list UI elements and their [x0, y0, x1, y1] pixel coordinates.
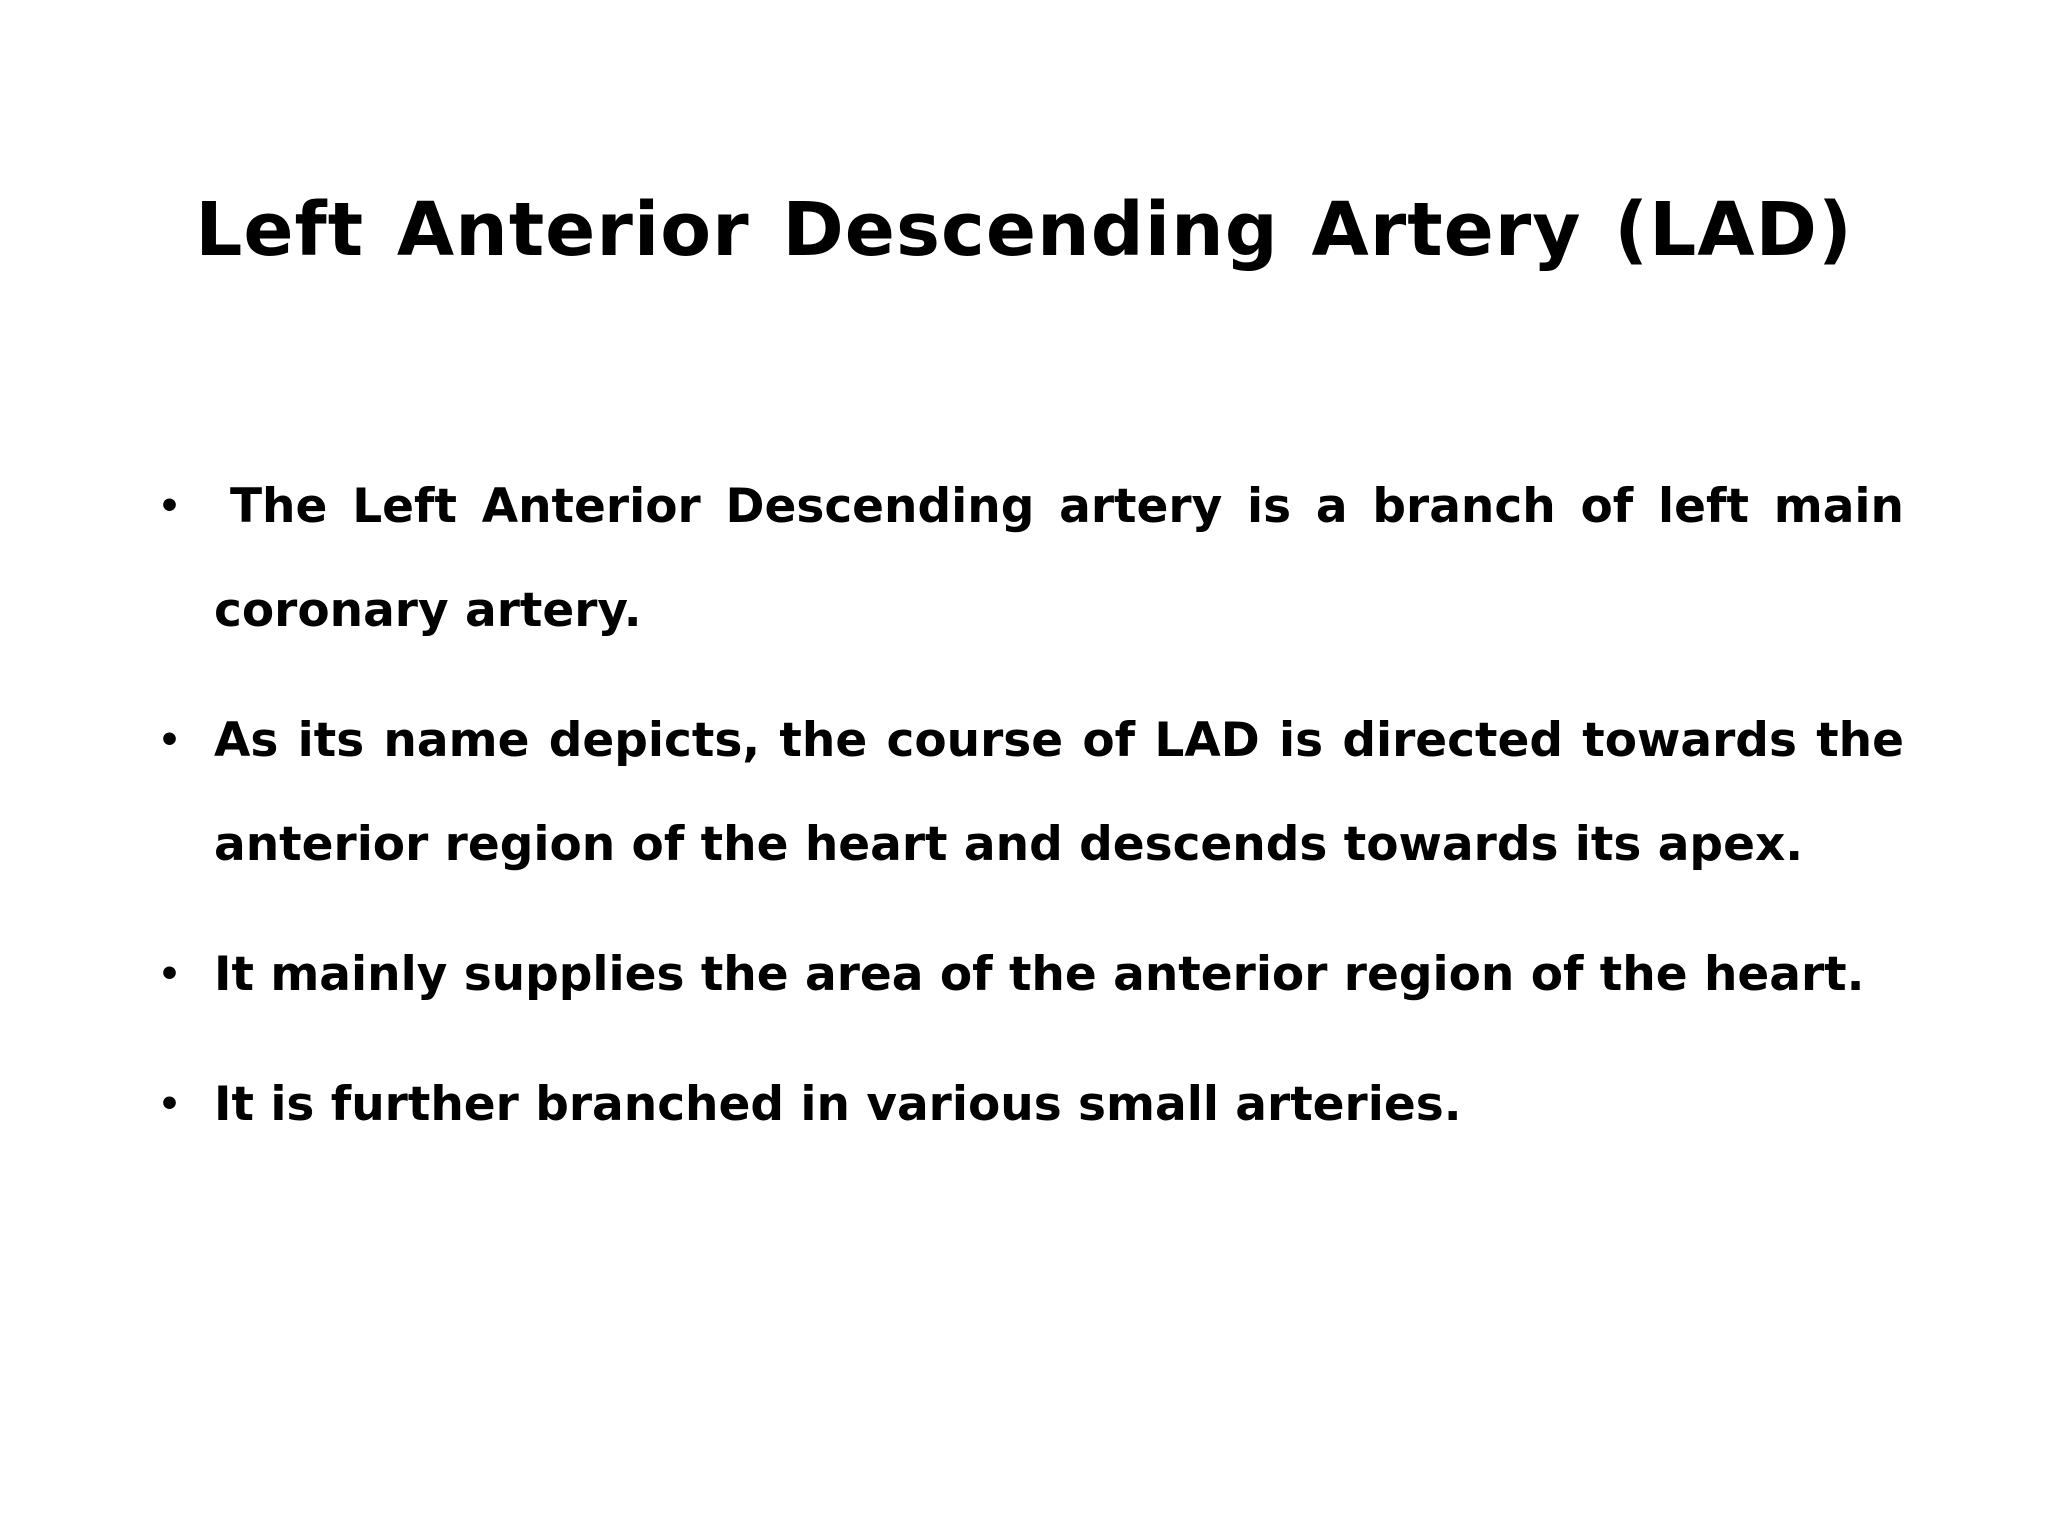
bullet-icon: •: [158, 720, 182, 761]
bullet-text: As its name depicts, the course of LAD is directed towards the anterior region of the heart and descends towards its apex.: [214, 713, 1904, 872]
bullet-item: [158, 689, 1904, 897]
bullet-text: The Left Anterior Descending artery is a branch of left main coronary artery.: [214, 479, 1904, 638]
bullet-item: [158, 1053, 1904, 1157]
bullet-text: It mainly supplies the area of the anterior region of the heart.: [214, 947, 1865, 1002]
bullet-icon: •: [158, 954, 182, 995]
bullet-icon: •: [158, 486, 182, 527]
slide-title: Left Anterior Descending Artery (LAD): [195, 187, 1853, 273]
bullet-icon: •: [158, 1084, 182, 1125]
bullet-item: [158, 923, 1904, 1027]
bullet-list: [158, 455, 1904, 1183]
bullet-item: [158, 455, 1904, 663]
bullet-text: It is further branched in various small arteries.: [214, 1077, 1462, 1132]
